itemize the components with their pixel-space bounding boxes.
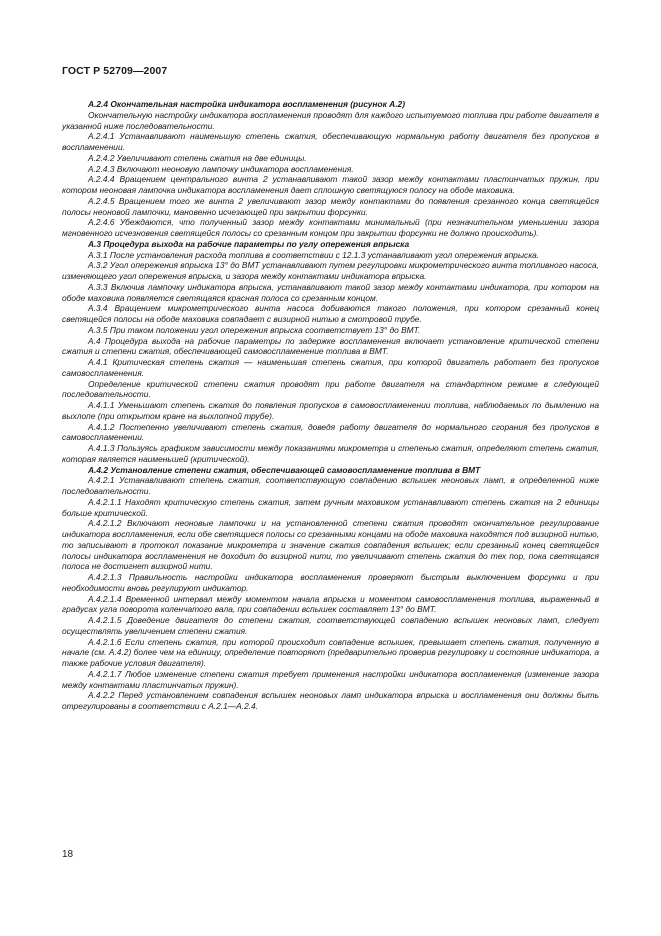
paragraph: А.4.1.3 Пользуясь графиком зависимости между показаниями микрометра и степенью сжатия, определяют степень сжатия, которая является наименьшей (критической). bbox=[62, 443, 599, 464]
paragraph: А.2.4.4 Вращением центрального винта 2 устанавливают такой зазор между контактами пластинчатых пружин, при котором неоновая лампочка индикатора воспламенения дает сплошную светящуюся полосу на ободе маховика. bbox=[62, 174, 599, 195]
paragraph: А.4.2.1.5 Доведение двигателя до степени сжатия, соответствующей совпадению вспышек неоновых ламп, следует осуществлять увеличением степени сжатия. bbox=[62, 615, 599, 636]
section-heading: А.3 Процедура выхода на рабочие параметры по углу опережения впрыска bbox=[88, 238, 410, 249]
paragraph: А.4.2.1 Устанавливают степень сжатия, соответствующую совпадению вспышек неоновых ламп, в определенной ниже последовательности. bbox=[62, 475, 599, 496]
section-heading: А.4.2 Установление степени сжатия, обеспечивающей самовоспламенение топлива в ВМТ bbox=[88, 464, 481, 475]
paragraph: А.4.1 Критическая степень сжатия — наименьшая степень сжатия, при которой двигатель работает без пропусков самовоспламенения. bbox=[62, 357, 599, 378]
paragraph: А.4.2.2 Перед установлением совпадения вспышек неоновых ламп индикатора впрыска и воспламенения они должны быть отрегулированы в соответствии с А.2.1—А.2.4. bbox=[62, 690, 599, 711]
page-number: 18 bbox=[62, 849, 74, 860]
paragraph: А.3.2 Угол опережения впрыска 13° до ВМТ устанавливают путем регулировки микрометрического винта топливного насоса, изменяющего угол опережения впрыска, и зазора между контактами индикатора впрыска. bbox=[62, 260, 599, 281]
document-code-header: ГОСТ Р 52709—2007 bbox=[62, 65, 168, 77]
paragraph: А.4.2.1.7 Любое изменение степени сжатия требует применения настройки индикатора воспламенения (изменение зазора между контактами пластинчатых пружин). bbox=[62, 668, 599, 690]
section-heading: А.2.4 Окончательная настройка индикатора воспламенения (рисунок А.2) bbox=[88, 99, 405, 109]
paragraph: А.4.2.1.2 Включают неоновые лампочки и на установленной степени сжатия проводят окончательное регулирование индикатора воспламенения, если обе светящиеся полосы со срезанными концами на ободе маховика находятся под визирной нитью, то записывают в протокол показание микрометра и значение сжатия совпадения вспышек; если срезанный конец светящейся полосы индикатора воспламенения не доходит до визирной нити, то увеличивают степень сжатия до тех пор, пока светящаяся полоса не достигнет визирной нити. bbox=[62, 518, 599, 572]
paragraph: А.2.4.3 Включают неоновую лампочку индикатора воспламенения. bbox=[88, 163, 354, 174]
document-body bbox=[62, 99, 599, 712]
paragraph: А.3.4 Вращением микрометрического винта насоса добиваются такого положения, при котором срезанный конец светящейся полосы на ободе маховика совпадает с визирной нитью в смотровой трубе. bbox=[62, 303, 599, 324]
paragraph: А.4 Процедура выхода на рабочие параметры по задержке воспламенения включает установление критической степени сжатия и степени сжатия, обеспечивающей самовоспламенение топлива в ВМТ. bbox=[62, 335, 599, 357]
paragraph: А.4.1.1 Уменьшают степень сжатия до появления пропусков в самовоспламенении топлива, наблюдаемых по дымлению на выхлопе (при открытом кране на выхлопной трубе). bbox=[62, 400, 599, 421]
paragraph: А.2.4.5 Вращением того же винта 2 увеличивают зазор между контактами до появления срезанного конца светящейся полосы неоновой лампочки, мановенно исчезающей при закрытии форсунки. bbox=[62, 195, 599, 217]
paragraph: А.2.4.6 Убеждаются, что полученный зазор между контактами минимальный (при незначительном уменьшении зазора мгновенного исчезновения светящейся полосы со срезанным концом при закрытии форсунки не должно происходить). bbox=[62, 217, 599, 238]
paragraph: Определение критической степени сжатия проводят при работе двигателя на стандартном режиме в следующей последовательности. bbox=[62, 378, 599, 400]
paragraph: А.2.4.2 Увеличивают степень сжатия на две единицы. bbox=[88, 152, 307, 163]
paragraph: А.4.1.2 Постепенно увеличивают степень сжатия, доведя работу двигателя до нормального сгорания без пропусков в самовоспламенении. bbox=[62, 421, 599, 443]
paragraph: А.4.2.1.1 Находят критическую степень сжатия, затем ручным маховиком устанавливают степень сжатия на 2 единицы больше критической. bbox=[62, 496, 599, 518]
paragraph: А.4.2.1.4 Временной интервал между моментом начала впрыска и моментом самовоспламенения топлива, выраженный в градусах угла поворота коленчатого вала, при совпадении вспышек составляет 13° до ВМТ. bbox=[62, 593, 599, 615]
paragraph: А.3.1 После установления расхода топлива в соответствии с 12.1.3 устанавливают угол опережения впрыска. bbox=[88, 249, 540, 260]
paragraph: А.3.3 Включив лампочку индикатора впрыска, устанавливают такой зазор между контактами индикатора, при котором на ободе маховика появляется светящаяся красная полоса со срезанным концом. bbox=[62, 281, 599, 303]
paragraph: А.2.4.1 Устанавливают наименьшую степень сжатия, обеспечивающую нормальную работу двигателя без пропусков в воспламенении. bbox=[62, 131, 599, 152]
paragraph: Окончательную настройку индикатора воспламенения проводят для каждого испытуемого топлива при работе двигателя в указанной ниже последовательности. bbox=[62, 109, 599, 131]
paragraph: А.4.2.1.6 Если степень сжатия, при которой происходит совпадение вспышек, превышает степень сжатия, полученную в начале (см. А.4.2) более чем на единицу, определение повторяют (предварительно проверив регулировку и состояние индикатора, а также рабочие условия двигателя). bbox=[62, 636, 599, 668]
paragraph: А.4.2.1.3 Правильность настройки индикатора воспламенения проверяют быстрым выключением форсунки и при необходимости вновь регулируют индикатор. bbox=[62, 572, 599, 593]
paragraph: А.3.5 При таком положении угол опережения впрыска соответствует 13° до ВМТ. bbox=[88, 324, 421, 335]
